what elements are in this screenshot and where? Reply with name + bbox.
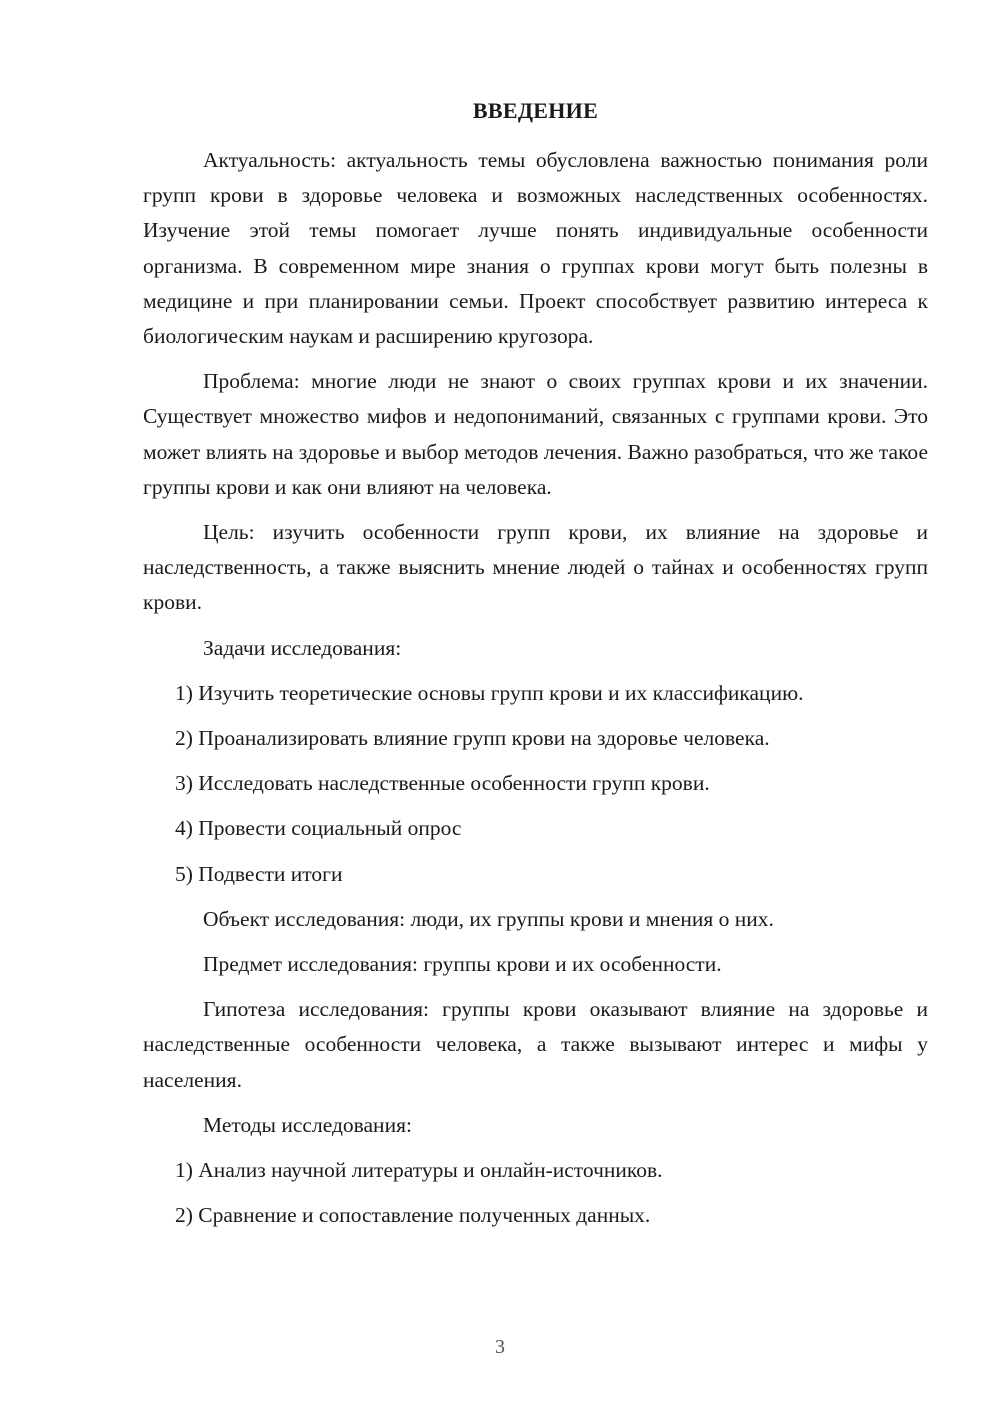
page-title: ВВЕДЕНИЕ <box>472 98 599 123</box>
task-item-2: 2) Проанализировать влияние групп крови на здоровье человека. <box>175 726 770 751</box>
hypothesis-paragraph: Гипотеза исследования: группы крови оказывают влияние на здоровье и наследственные особенности человека, а также вызывают интерес и мифы у населения. <box>143 997 928 1092</box>
page-number: 3 <box>495 1336 505 1358</box>
document-body <box>143 143 928 1243</box>
object-line: Объект исследования: люди, их группы крови и мнения о них. <box>203 906 774 931</box>
relevance-paragraph: Актуальность: актуальность темы обусловлена важностью понимания роли групп крови в здоровье человека и возможных наследственных особенностях. Изучение этой темы помогает лучше понять индивидуальные особенности организма. В современном мире знания о группах крови могут быть полезны в медицине и при планировании семьи. Проект способствует развитию интереса к биологическим наукам и расширению кругозора. <box>143 148 928 349</box>
goal-paragraph: Цель: изучить особенности групп крови, их влияние на здоровье и наследственность, а также выяснить мнение людей о тайнах и особенностях групп крови. <box>143 520 928 615</box>
task-item-1: 1) Изучить теоретические основы групп крови и их классификацию. <box>175 680 804 705</box>
task-item-3: 3) Исследовать наследственные особенности групп крови. <box>175 771 710 796</box>
tasks-heading: Задачи исследования: <box>203 635 402 660</box>
subject-line: Предмет исследования: группы крови и их особенности. <box>203 952 722 977</box>
methods-heading: Методы исследования: <box>203 1112 412 1137</box>
problem-paragraph: Проблема: многие люди не знают о своих группах крови и их значении. Существует множество мифов и недопониманий, связанных с группами крови. Это может влиять на здоровье и выбор методов лечения. Важно разобраться, что же такое группы крови и как они влияют на человека. <box>143 369 928 499</box>
method-item-1: 1) Анализ научной литературы и онлайн-источников. <box>175 1158 663 1183</box>
task-item-5: 5) Подвести итоги <box>175 861 343 886</box>
method-item-2: 2) Сравнение и сопоставление полученных данных. <box>175 1203 651 1228</box>
task-item-4: 4) Провести социальный опрос <box>175 816 462 841</box>
